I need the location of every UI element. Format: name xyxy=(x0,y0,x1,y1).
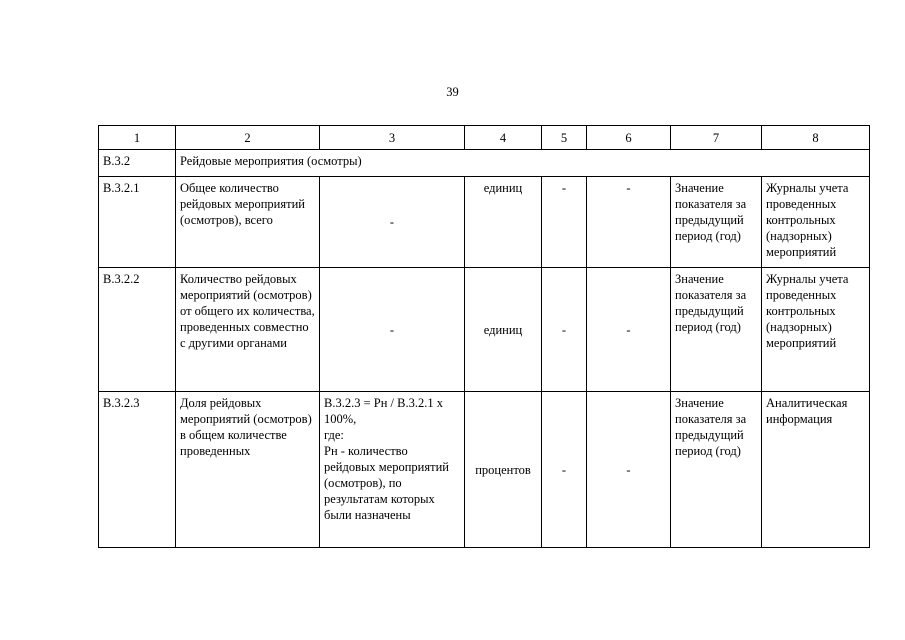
table-row xyxy=(99,392,870,548)
row-name: Общее количество рейдовых мероприятий (осмотров), всего xyxy=(176,177,320,268)
header-cell-2: 2 xyxy=(176,126,320,150)
row-code: В.3.2.3 xyxy=(99,392,176,548)
row-col6: - xyxy=(587,177,671,268)
header-cell-6: 6 xyxy=(587,126,671,150)
row-code: В.3.2.2 xyxy=(99,268,176,392)
row-formula: - xyxy=(320,177,465,268)
formula-definition: Рн - количество рейдовых мероприятий (осмотров), по результатам которых были назначены xyxy=(324,444,449,522)
row-name: Количество рейдовых мероприятий (осмотров) от общего их количества, проведенных совместно с другими органами xyxy=(176,268,320,392)
row-col8: Аналитическая информация xyxy=(762,392,870,548)
header-cell-3: 3 xyxy=(320,126,465,150)
header-cell-8: 8 xyxy=(762,126,870,150)
section-row xyxy=(99,150,870,177)
table-row xyxy=(99,268,870,392)
row-unit: единиц xyxy=(465,268,542,392)
row-col8: Журналы учета проведенных контрольных (надзорных) мероприятий xyxy=(762,268,870,392)
header-cell-5: 5 xyxy=(542,126,587,150)
row-col7: Значение показателя за предыдущий период (год) xyxy=(671,268,762,392)
row-col6: - xyxy=(587,392,671,548)
header-cell-1: 1 xyxy=(99,126,176,150)
formula-expression: В.3.2.3 = Рн / В.3.2.1 x 100%, xyxy=(324,396,443,426)
row-col6: - xyxy=(587,268,671,392)
header-cell-4: 4 xyxy=(465,126,542,150)
row-col5: - xyxy=(542,177,587,268)
row-col5: - xyxy=(542,392,587,548)
section-title: Рейдовые мероприятия (осмотры) xyxy=(176,150,870,177)
formula-where: где: xyxy=(324,428,344,442)
header-cell-7: 7 xyxy=(671,126,762,150)
row-formula xyxy=(320,392,465,548)
row-code: В.3.2.1 xyxy=(99,177,176,268)
table-row xyxy=(99,177,870,268)
section-code: В.3.2 xyxy=(99,150,176,177)
row-unit: единиц xyxy=(465,177,542,268)
table-header-row xyxy=(99,126,870,150)
row-col5: - xyxy=(542,268,587,392)
row-formula: - xyxy=(320,268,465,392)
row-unit: процентов xyxy=(465,392,542,548)
row-name: Доля рейдовых мероприятий (осмотров) в общем количестве проведенных xyxy=(176,392,320,548)
page-number: 39 xyxy=(446,85,459,99)
row-col7: Значение показателя за предыдущий период (год) xyxy=(671,177,762,268)
row-col7: Значение показателя за предыдущий период (год) xyxy=(671,392,762,548)
row-col8: Журналы учета проведенных контрольных (надзорных) мероприятий xyxy=(762,177,870,268)
indicators-table xyxy=(98,125,870,548)
